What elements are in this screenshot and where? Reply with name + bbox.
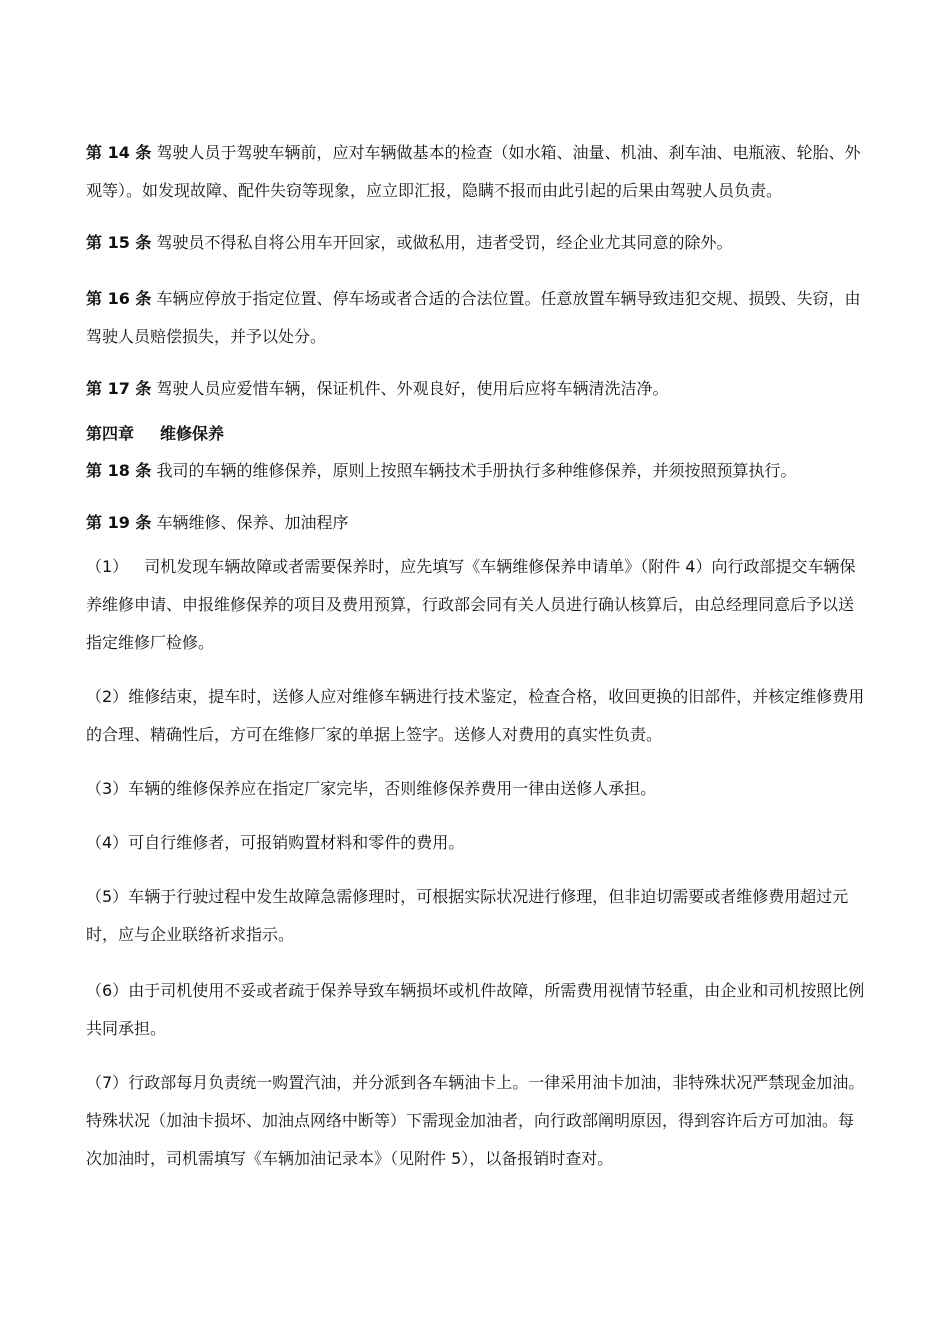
chapter-number: 第四章 xyxy=(86,424,135,443)
list-item-2 xyxy=(86,678,868,754)
list-item-number: （4） xyxy=(86,833,129,852)
article-17 xyxy=(86,370,868,408)
article-19-label: 第 19 条 xyxy=(86,513,152,532)
article-15-text: 驾驶员不得私自将公用车开回家，或做私用，违者受罚，经企业尤其同意的除外。 xyxy=(156,233,733,252)
list-item-text: 由于司机使用不妥或者疏于保养导致车辆损坏或机件故障，所需费用视情节轻重，由企业和司机按照比例共同承担。 xyxy=(86,981,865,1038)
list-item-7 xyxy=(86,1064,868,1178)
article-15 xyxy=(86,224,868,262)
chapter-heading xyxy=(86,422,224,446)
article-17-text: 驾驶人员应爱惜车辆，保证机件、外观良好，使用后应将车辆清洗洁净。 xyxy=(156,379,669,398)
list-item-text: 司机发现车辆故障或者需要保养时，应先填写《车辆维修保养申请单》（附件 4）向行政部提交车辆保养维修申请、申报维修保养的项目及费用预算，行政部会同有关人员进行确认核算后，由总经理同意后予以送指定维修厂检修。 xyxy=(86,557,856,652)
article-19-text: 车辆维修、保养、加油程序 xyxy=(156,513,349,532)
list-item-3 xyxy=(86,770,868,808)
list-item-text: 维修结束，提车时，送修人应对维修车辆进行技术鉴定，检查合格，收回更换的旧部件，并核定维修费用的合理、精确性后，方可在维修厂家的单据上签字。送修人对费用的真实性负责。 xyxy=(86,687,865,744)
list-item-1 xyxy=(86,548,868,662)
article-16 xyxy=(86,280,868,356)
list-item-number: （6） xyxy=(86,981,129,1000)
article-14 xyxy=(86,134,868,210)
article-14-text: 驾驶人员于驾驶车辆前，应对车辆做基本的检查（如水箱、油量、机油、刹车油、电瓶液、轮胎、外观等）。如发现故障、配件失窃等现象，应立即汇报，隐瞒不报而由此引起的后果由驾驶人员负责。 xyxy=(86,143,861,200)
article-16-text: 车辆应停放于指定位置、停车场或者合适的合法位置。任意放置车辆导致违犯交规、损毁、失窃，由驾驶人员赔偿损失，并予以处分。 xyxy=(86,289,861,346)
list-item-text: 行政部每月负责统一购置汽油，并分派到各车辆油卡上。一律采用油卡加油，非特殊状况严禁现金加油。特殊状况（加油卡损坏、加油点网络中断等）下需现金加油者，向行政部阐明原因，得到容许后方可加油。每次加油时，司机需填写 xyxy=(86,1073,865,1168)
fuel-record-book-title: 《车辆加油记录本》 xyxy=(246,1149,391,1168)
article-17-label: 第 17 条 xyxy=(86,379,152,398)
list-item-text: 车辆的维修保养应在指定厂家完毕，否则维修保养费用一律由送修人承担。 xyxy=(128,779,657,798)
list-item-number: （1） xyxy=(86,557,129,576)
list-item-number: （3） xyxy=(86,779,129,798)
article-16-label: 第 16 条 xyxy=(86,289,152,308)
article-18 xyxy=(86,452,868,490)
list-item-number: （2） xyxy=(86,687,129,706)
article-18-label: 第 18 条 xyxy=(86,461,152,480)
article-14-label: 第 14 条 xyxy=(86,143,152,162)
list-item-6 xyxy=(86,972,868,1048)
article-15-label: 第 15 条 xyxy=(86,233,152,252)
list-item-text: 可自行维修者，可报销购置材料和零件的费用。 xyxy=(128,833,465,852)
list-item-number: （7） xyxy=(86,1073,129,1092)
list-item-5 xyxy=(86,878,868,954)
list-item-4 xyxy=(86,824,868,862)
list-item-text: 车辆于行驶过程中发生故障急需修理时，可根据实际状况进行修理，但非迫切需要或者维修费用超过元时，应与企业联络祈求指示。 xyxy=(86,887,849,944)
article-19 xyxy=(86,504,868,542)
list-item-text-after: （见附件 5），以备报销时查对。 xyxy=(390,1149,614,1168)
chapter-title: 维修保养 xyxy=(160,424,225,443)
list-item-number: （5） xyxy=(86,887,129,906)
article-18-text: 我司的车辆的维修保养，原则上按照车辆技术手册执行多种维修保养，并须按照预算执行。 xyxy=(156,461,797,480)
